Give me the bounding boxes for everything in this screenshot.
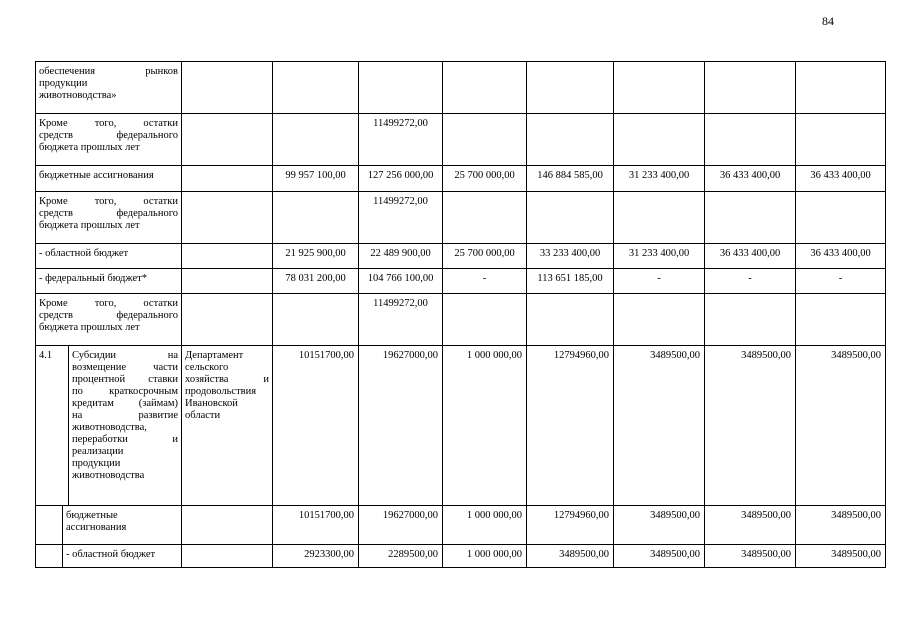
value-cell: 19627000,00 bbox=[359, 506, 443, 545]
table-row bbox=[36, 506, 886, 545]
value-cell: 113 651 185,00 bbox=[527, 269, 614, 294]
value-cell: - bbox=[796, 269, 886, 294]
item-number-empty bbox=[36, 506, 63, 544]
executor-cell bbox=[182, 545, 273, 568]
table-row bbox=[36, 192, 886, 244]
value-cell bbox=[527, 114, 614, 166]
value-cell bbox=[443, 294, 527, 346]
value-cell: 11499272,00 bbox=[359, 294, 443, 346]
executor-cell bbox=[182, 192, 273, 244]
value-cell bbox=[273, 294, 359, 346]
value-cell: 1 000 000,00 bbox=[443, 545, 527, 568]
value-cell: 22 489 900,00 bbox=[359, 244, 443, 269]
value-cell bbox=[273, 192, 359, 244]
value-cell bbox=[527, 62, 614, 114]
item-number-empty bbox=[36, 545, 63, 567]
value-cell: 12794960,00 bbox=[527, 346, 614, 506]
value-cell bbox=[614, 192, 705, 244]
executor-cell bbox=[182, 166, 273, 192]
value-cell bbox=[527, 294, 614, 346]
value-cell: 2923300,00 bbox=[273, 545, 359, 568]
value-cell bbox=[614, 62, 705, 114]
value-cell: 3489500,00 bbox=[796, 545, 886, 568]
value-cell: 1 000 000,00 bbox=[443, 506, 527, 545]
value-cell bbox=[443, 192, 527, 244]
value-cell: 12794960,00 bbox=[527, 506, 614, 545]
row-label: Кроме того, остатки средств федерального бюджета прошлых лет bbox=[36, 294, 182, 346]
value-cell bbox=[705, 114, 796, 166]
value-cell: 11499272,00 bbox=[359, 192, 443, 244]
table-row bbox=[36, 62, 886, 114]
row-label: бюджетные ассигнования bbox=[36, 166, 182, 192]
table-row bbox=[36, 114, 886, 166]
value-cell: 36 433 400,00 bbox=[705, 166, 796, 192]
item-description: Субсидии на возмещение части процентной ставки по краткосрочным кредитам (займам) на развитие животноводства, переработки и реализации продукции животноводства bbox=[72, 350, 178, 481]
value-cell: 10151700,00 bbox=[273, 506, 359, 545]
row-label: бюджетные ассигнования bbox=[66, 510, 127, 533]
value-cell: - bbox=[443, 269, 527, 294]
value-cell: 11499272,00 bbox=[359, 114, 443, 166]
row-label: - областной бюджет bbox=[66, 549, 156, 560]
value-cell: 33 233 400,00 bbox=[527, 244, 614, 269]
value-cell bbox=[796, 294, 886, 346]
value-cell: 2289500,00 bbox=[359, 545, 443, 568]
row-label: Кроме того, остатки средств федерального бюджета прошлых лет bbox=[36, 192, 182, 244]
table-row bbox=[36, 244, 886, 269]
value-cell: 3489500,00 bbox=[796, 346, 886, 506]
value-cell: 3489500,00 bbox=[614, 346, 705, 506]
table-row bbox=[36, 269, 886, 294]
table-row bbox=[36, 346, 886, 506]
budget-table bbox=[35, 61, 886, 568]
value-cell: 25 700 000,00 bbox=[443, 244, 527, 269]
item-cell bbox=[36, 346, 182, 506]
executor-cell bbox=[182, 506, 273, 545]
value-cell: 127 256 000,00 bbox=[359, 166, 443, 192]
row-label: - федеральный бюджет* bbox=[36, 269, 182, 294]
value-cell: 36 433 400,00 bbox=[796, 166, 886, 192]
value-cell: 36 433 400,00 bbox=[796, 244, 886, 269]
row-label: - областной бюджет bbox=[36, 244, 182, 269]
value-cell: 1 000 000,00 bbox=[443, 346, 527, 506]
value-cell bbox=[443, 62, 527, 114]
value-cell: 31 233 400,00 bbox=[614, 166, 705, 192]
value-cell bbox=[705, 192, 796, 244]
value-cell: 78 031 200,00 bbox=[273, 269, 359, 294]
executor-cell: Департамент сельского хозяйства и продовольствия Ивановской области bbox=[182, 346, 273, 506]
value-cell bbox=[614, 114, 705, 166]
value-cell: - bbox=[705, 269, 796, 294]
value-cell: 3489500,00 bbox=[796, 506, 886, 545]
page-number: 84 bbox=[822, 14, 834, 28]
value-cell: 36 433 400,00 bbox=[705, 244, 796, 269]
value-cell bbox=[705, 62, 796, 114]
row-label: Кроме того, остатки средств федерального бюджета прошлых лет bbox=[36, 114, 182, 166]
value-cell: 10151700,00 bbox=[273, 346, 359, 506]
table-row bbox=[36, 166, 886, 192]
row-label: обеспечения рынков продукции животноводства» bbox=[36, 62, 182, 114]
value-cell: 31 233 400,00 bbox=[614, 244, 705, 269]
item-cell bbox=[36, 545, 182, 568]
value-cell bbox=[614, 294, 705, 346]
value-cell: 19627000,00 bbox=[359, 346, 443, 506]
executor-cell bbox=[182, 294, 273, 346]
value-cell bbox=[359, 62, 443, 114]
value-cell bbox=[796, 62, 886, 114]
table-row bbox=[36, 294, 886, 346]
value-cell: 3489500,00 bbox=[614, 545, 705, 568]
value-cell bbox=[273, 114, 359, 166]
value-cell: 99 957 100,00 bbox=[273, 166, 359, 192]
item-number: 4.1 bbox=[36, 346, 69, 505]
executor-cell bbox=[182, 114, 273, 166]
value-cell: 146 884 585,00 bbox=[527, 166, 614, 192]
value-cell bbox=[796, 114, 886, 166]
value-cell bbox=[443, 114, 527, 166]
value-cell bbox=[273, 62, 359, 114]
value-cell: - bbox=[614, 269, 705, 294]
value-cell bbox=[796, 192, 886, 244]
value-cell: 3489500,00 bbox=[614, 506, 705, 545]
value-cell: 3489500,00 bbox=[705, 506, 796, 545]
value-cell: 104 766 100,00 bbox=[359, 269, 443, 294]
executor-cell bbox=[182, 269, 273, 294]
executor-cell bbox=[182, 62, 273, 114]
value-cell: 25 700 000,00 bbox=[443, 166, 527, 192]
table-row bbox=[36, 545, 886, 568]
value-cell bbox=[527, 192, 614, 244]
value-cell bbox=[705, 294, 796, 346]
value-cell: 3489500,00 bbox=[705, 346, 796, 506]
value-cell: 3489500,00 bbox=[527, 545, 614, 568]
value-cell: 21 925 900,00 bbox=[273, 244, 359, 269]
item-cell bbox=[36, 506, 182, 545]
value-cell: 3489500,00 bbox=[705, 545, 796, 568]
executor-cell bbox=[182, 244, 273, 269]
